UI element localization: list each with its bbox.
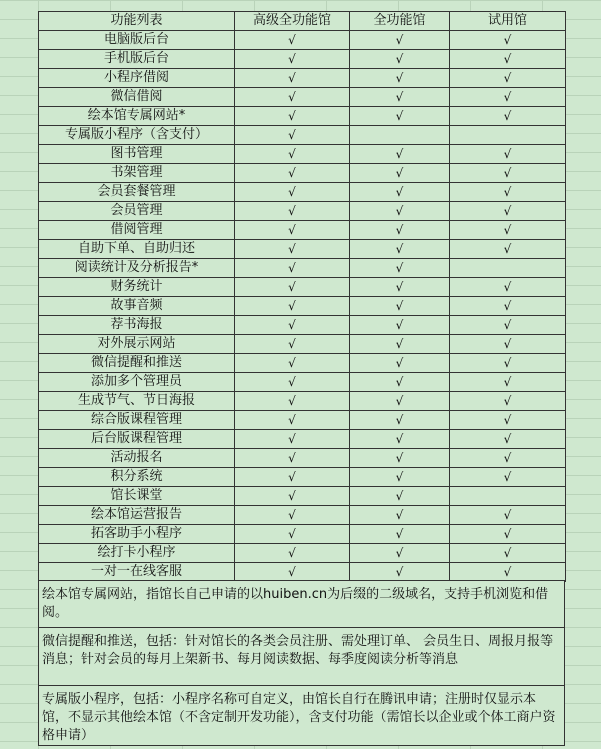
check-cell-full: √ — [350, 544, 450, 563]
check-cell-full: √ — [350, 240, 450, 259]
check-cell-full: √ — [350, 145, 450, 164]
table-row — [39, 430, 566, 449]
check-cell-adv: √ — [235, 126, 350, 145]
feature-name-cell: 图书管理 — [39, 145, 235, 164]
table-row — [39, 240, 566, 259]
check-cell-trial: √ — [450, 221, 566, 240]
check-cell-full: √ — [350, 202, 450, 221]
header-full: 全功能馆 — [350, 12, 450, 31]
feature-name-cell: 微信借阅 — [39, 88, 235, 107]
check-cell-full: √ — [350, 411, 450, 430]
check-cell-adv: √ — [235, 525, 350, 544]
feature-name-cell: 活动报名 — [39, 449, 235, 468]
check-cell-full: √ — [350, 316, 450, 335]
table-row — [39, 88, 566, 107]
feature-name-cell: 会员套餐管理 — [39, 183, 235, 202]
note-mini-program: 专属版小程序，包括：小程序名称可自定义，由馆长自行在腾讯申请；注册时仅显示本馆，不显示其他绘本馆（不含定制开发功能），含支付功能（需馆长以企业或个体工商户资格申请） — [38, 686, 565, 746]
check-cell-adv: √ — [235, 145, 350, 164]
table-row — [39, 50, 566, 69]
check-cell-adv: √ — [235, 411, 350, 430]
check-cell-full: √ — [350, 50, 450, 69]
feature-name-cell: 馆长课堂 — [39, 487, 235, 506]
header-advanced-full: 高级全功能馆 — [235, 12, 350, 31]
table-row — [39, 221, 566, 240]
feature-name-cell: 拓客助手小程序 — [39, 525, 235, 544]
table-row — [39, 107, 566, 126]
check-cell-trial: √ — [450, 468, 566, 487]
table-row — [39, 31, 566, 50]
feature-name-cell: 一对一在线客服 — [39, 563, 235, 582]
check-cell-adv: √ — [235, 164, 350, 183]
notes-section — [38, 580, 565, 746]
check-cell-full: √ — [350, 107, 450, 126]
check-cell-trial — [450, 259, 566, 278]
feature-name-cell: 小程序借阅 — [39, 69, 235, 88]
feature-name-cell: 对外展示网站 — [39, 335, 235, 354]
check-cell-adv: √ — [235, 354, 350, 373]
check-cell-adv: √ — [235, 449, 350, 468]
check-cell-adv: √ — [235, 563, 350, 582]
check-cell-adv: √ — [235, 316, 350, 335]
check-cell-trial: √ — [450, 411, 566, 430]
feature-name-cell: 书架管理 — [39, 164, 235, 183]
table-row — [39, 411, 566, 430]
check-cell-trial: √ — [450, 354, 566, 373]
check-cell-full: √ — [350, 506, 450, 525]
check-cell-trial: √ — [450, 563, 566, 582]
feature-name-cell: 综合版课程管理 — [39, 411, 235, 430]
header-feature-list: 功能列表 — [39, 12, 235, 31]
feature-name-cell: 专属版小程序（含支付） — [39, 126, 235, 145]
check-cell-adv: √ — [235, 88, 350, 107]
feature-name-cell: 绘打卡小程序 — [39, 544, 235, 563]
check-cell-trial: √ — [450, 430, 566, 449]
check-cell-full: √ — [350, 259, 450, 278]
check-cell-trial: √ — [450, 544, 566, 563]
feature-name-cell: 借阅管理 — [39, 221, 235, 240]
check-cell-adv: √ — [235, 50, 350, 69]
check-cell-trial: √ — [450, 316, 566, 335]
check-cell-full: √ — [350, 164, 450, 183]
check-cell-adv: √ — [235, 202, 350, 221]
check-cell-full: √ — [350, 31, 450, 50]
check-cell-trial: √ — [450, 506, 566, 525]
note-wechat-push: 微信提醒和推送，包括：针对馆长的各类会员注册、需处理订单、 会员生日、周报月报等消息；针对会员的每月上架新书、每月阅读数据、每季度阅读分析等消息 — [38, 628, 565, 686]
check-cell-adv: √ — [235, 430, 350, 449]
check-cell-adv: √ — [235, 278, 350, 297]
check-cell-trial: √ — [450, 297, 566, 316]
table-row — [39, 468, 566, 487]
feature-name-cell: 电脑版后台 — [39, 31, 235, 50]
table-row — [39, 449, 566, 468]
check-cell-trial — [450, 126, 566, 145]
check-cell-trial: √ — [450, 88, 566, 107]
check-cell-full: √ — [350, 69, 450, 88]
check-cell-adv: √ — [235, 487, 350, 506]
check-cell-adv: √ — [235, 107, 350, 126]
table-row — [39, 69, 566, 88]
table-row — [39, 164, 566, 183]
check-cell-trial: √ — [450, 392, 566, 411]
feature-name-cell: 积分系统 — [39, 468, 235, 487]
check-cell-trial: √ — [450, 107, 566, 126]
check-cell-full: √ — [350, 449, 450, 468]
check-cell-full: √ — [350, 88, 450, 107]
check-cell-full: √ — [350, 354, 450, 373]
table-row — [39, 563, 566, 582]
table-row — [39, 126, 566, 145]
check-cell-adv: √ — [235, 373, 350, 392]
check-cell-trial: √ — [450, 183, 566, 202]
check-cell-full — [350, 126, 450, 145]
check-cell-full: √ — [350, 468, 450, 487]
check-cell-adv: √ — [235, 69, 350, 88]
check-cell-adv: √ — [235, 183, 350, 202]
check-cell-trial: √ — [450, 278, 566, 297]
check-cell-trial: √ — [450, 31, 566, 50]
feature-table — [38, 11, 566, 582]
check-cell-trial: √ — [450, 449, 566, 468]
feature-name-cell: 添加多个管理员 — [39, 373, 235, 392]
check-cell-full: √ — [350, 563, 450, 582]
table-row — [39, 145, 566, 164]
feature-name-cell: 微信提醒和推送 — [39, 354, 235, 373]
check-cell-full: √ — [350, 430, 450, 449]
check-cell-adv: √ — [235, 297, 350, 316]
table-row — [39, 316, 566, 335]
check-cell-adv: √ — [235, 392, 350, 411]
feature-name-cell: 自助下单、自助归还 — [39, 240, 235, 259]
feature-name-cell: 会员管理 — [39, 202, 235, 221]
check-cell-full: √ — [350, 487, 450, 506]
table-row — [39, 525, 566, 544]
table-row — [39, 373, 566, 392]
check-cell-adv: √ — [235, 335, 350, 354]
check-cell-adv: √ — [235, 221, 350, 240]
check-cell-full: √ — [350, 335, 450, 354]
check-cell-full: √ — [350, 392, 450, 411]
feature-table-body — [39, 31, 566, 582]
check-cell-full: √ — [350, 373, 450, 392]
check-cell-trial: √ — [450, 145, 566, 164]
feature-name-cell: 荐书海报 — [39, 316, 235, 335]
table-row — [39, 392, 566, 411]
table-row — [39, 259, 566, 278]
check-cell-adv: √ — [235, 259, 350, 278]
table-row — [39, 278, 566, 297]
check-cell-trial: √ — [450, 164, 566, 183]
check-cell-trial: √ — [450, 335, 566, 354]
check-cell-adv: √ — [235, 468, 350, 487]
table-row — [39, 544, 566, 563]
feature-name-cell: 阅读统计及分析报告* — [39, 259, 235, 278]
feature-name-cell: 手机版后台 — [39, 50, 235, 69]
check-cell-trial: √ — [450, 373, 566, 392]
check-cell-adv: √ — [235, 240, 350, 259]
header-trial: 试用馆 — [450, 12, 566, 31]
feature-name-cell: 故事音频 — [39, 297, 235, 316]
note-website: 绘本馆专属网站，指馆长自己申请的以huiben.cn为后缀的二级域名，支持手机浏览和借阅。 — [38, 580, 565, 628]
check-cell-trial — [450, 487, 566, 506]
feature-name-cell: 生成节气、节日海报 — [39, 392, 235, 411]
check-cell-trial: √ — [450, 69, 566, 88]
check-cell-full: √ — [350, 525, 450, 544]
feature-name-cell: 绘本馆专属网站* — [39, 107, 235, 126]
check-cell-adv: √ — [235, 544, 350, 563]
table-row — [39, 487, 566, 506]
check-cell-full: √ — [350, 221, 450, 240]
check-cell-adv: √ — [235, 506, 350, 525]
check-cell-trial: √ — [450, 525, 566, 544]
check-cell-trial: √ — [450, 202, 566, 221]
feature-name-cell: 绘本馆运营报告 — [39, 506, 235, 525]
table-row — [39, 202, 566, 221]
table-row — [39, 183, 566, 202]
check-cell-full: √ — [350, 278, 450, 297]
table-row — [39, 506, 566, 525]
check-cell-full: √ — [350, 183, 450, 202]
table-row — [39, 297, 566, 316]
feature-name-cell: 后台版课程管理 — [39, 430, 235, 449]
table-row — [39, 335, 566, 354]
table-row — [39, 354, 566, 373]
table-header-row — [39, 12, 566, 31]
check-cell-adv: √ — [235, 31, 350, 50]
check-cell-trial: √ — [450, 240, 566, 259]
check-cell-full: √ — [350, 297, 450, 316]
check-cell-trial: √ — [450, 50, 566, 69]
feature-name-cell: 财务统计 — [39, 278, 235, 297]
